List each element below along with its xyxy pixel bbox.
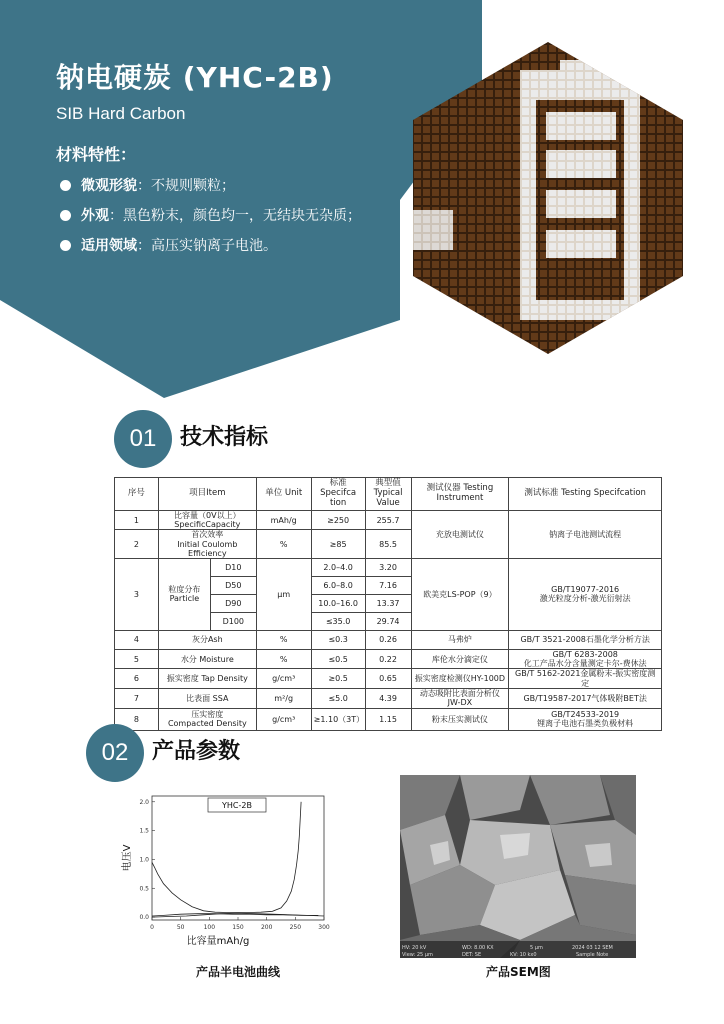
standard-line: GB/T19077-2016 (551, 585, 620, 595)
table-row (115, 630, 662, 649)
cell-unit: m²/g (256, 688, 311, 708)
y-tick-label: 1.5 (139, 827, 149, 835)
cell-no: 6 (115, 669, 159, 688)
plot-frame (152, 796, 324, 920)
cell-spec: 2.0–4.0 (311, 558, 365, 576)
cell-standard (509, 558, 662, 630)
feature-text: ：黑色粉末，颜色均一，无结块无杂质； (109, 208, 361, 224)
cell-item: 灰分Ash (158, 630, 256, 649)
cell-item: 水分 Moisture (158, 649, 256, 668)
section-title: 产品参数 (152, 739, 241, 764)
cell-item (158, 511, 256, 530)
feature-item (60, 204, 361, 234)
cell-unit: mAh/g (256, 511, 311, 530)
item-en: Compacted Density (167, 719, 247, 729)
x-tick-label: 100 (203, 924, 216, 931)
cell-item (158, 558, 210, 630)
cell-spec: ≥1.10（3T） (311, 708, 365, 730)
standard-line: 化工产品水分含量测定卡尔-费休法 (523, 659, 647, 669)
table-row (115, 511, 662, 530)
cell-spec: ≥85 (311, 530, 365, 559)
y-tick-label: 2.0 (139, 798, 149, 806)
features-heading: 材料特性： (56, 145, 137, 164)
sem-image (400, 775, 636, 958)
item-cn: 首次效率 (191, 530, 224, 540)
table-row (115, 708, 662, 730)
col-header-item: 项目Item (158, 478, 256, 511)
sem-info-text: HV: 20 kV (402, 945, 427, 951)
series-line (152, 802, 301, 913)
y-tick-label: 0.5 (139, 885, 149, 893)
cell-instrument: 马弗炉 (411, 630, 509, 649)
series-line (152, 913, 324, 917)
cell-subitem: D90 (210, 594, 256, 612)
x-tick-label: 50 (176, 924, 185, 931)
y-axis-label: 电压V (122, 844, 133, 872)
cell-instrument: 充放电测试仪 (411, 511, 509, 559)
legend-label: YHC-2B (222, 801, 252, 810)
bullet-icon (60, 180, 71, 191)
bullet-icon (60, 210, 71, 221)
col-header-standard: 测试标准 Testing Specifcation (509, 478, 662, 511)
col-header-unit: 单位 Unit (256, 478, 311, 511)
cell-spec: ≤0.3 (311, 630, 365, 649)
spec-table (114, 477, 662, 731)
sem-info-text: 2024 03 12 SEM (572, 945, 613, 951)
cell-no: 3 (115, 558, 159, 630)
col-header-typical: 典型值 Typical Value (365, 478, 411, 511)
cell-no: 5 (115, 649, 159, 668)
standard-line: GB/T24533-2019 (551, 710, 620, 719)
cell-item: 振实密度 Tap Density (158, 669, 256, 688)
bullet-icon (60, 240, 71, 251)
cell-no: 7 (115, 688, 159, 708)
x-tick-label: 150 (232, 924, 244, 931)
feature-label: 微观形貌 (81, 178, 137, 194)
features-list (60, 174, 361, 264)
cell-unit: g/cm³ (256, 708, 311, 730)
half-cell-chart (118, 778, 336, 948)
item-en: Particle (169, 594, 200, 604)
x-tick-label: 200 (260, 924, 273, 931)
standard-line: 激光粒度分析-激光衍射法 (539, 594, 631, 604)
cell-spec: ≤5.0 (311, 688, 365, 708)
sem-picture (400, 775, 636, 958)
cell-typical: 255.7 (365, 511, 411, 530)
cell-standard: 钠离子电池测试流程 (509, 511, 662, 559)
feature-label: 适用领域 (81, 238, 137, 254)
cell-typical: 3.20 (365, 558, 411, 576)
sem-info-text: View: 25 μm (402, 952, 433, 958)
section-number: 02 (86, 724, 144, 782)
item-en: Initial Coulomb Efficiency (177, 539, 238, 558)
cell-spec: ≥250 (311, 511, 365, 530)
cell-subitem: D100 (210, 612, 256, 630)
cell-item (158, 708, 256, 730)
cell-unit: g/cm³ (256, 669, 311, 688)
cell-typical: 29.74 (365, 612, 411, 630)
cell-typical: 0.22 (365, 649, 411, 668)
chart-caption: 产品半电池曲线 (196, 965, 281, 979)
cell-spec: ≤0.5 (311, 649, 365, 668)
cell-typical: 85.5 (365, 530, 411, 559)
table-row (115, 649, 662, 668)
col-header-no: 序号 (115, 478, 159, 511)
cell-standard (509, 649, 662, 668)
table-header-row (115, 478, 662, 511)
cell-no: 2 (115, 530, 159, 559)
section-title: 技术指标 (180, 425, 269, 450)
sem-info-text: DET: SE (462, 952, 482, 958)
feature-text: ：不规则颗粒； (137, 178, 235, 194)
cell-typical: 13.37 (365, 594, 411, 612)
cell-spec: 6.0–8.0 (311, 576, 365, 594)
feature-label: 外观 (81, 208, 109, 224)
sem-caption: 产品SEM图 (486, 965, 551, 979)
x-axis-label: 比容量mAh/g (186, 936, 250, 947)
cell-subitem: D10 (210, 558, 256, 576)
cell-standard: GB/T 3521-2008石墨化学分析方法 (509, 630, 662, 649)
feature-item (60, 174, 361, 204)
cell-standard: GB/T19587-2017气体吸附BET法 (509, 688, 662, 708)
standard-line: GB/T 6283-2008 (552, 649, 618, 659)
cell-no: 4 (115, 630, 159, 649)
cell-unit: % (256, 530, 311, 559)
table-row (115, 558, 662, 576)
sem-info-text: KV: 10 kx0 (510, 952, 537, 958)
cell-spec: 10.0–16.0 (311, 594, 365, 612)
cell-unit: μm (256, 558, 311, 630)
cell-item (158, 530, 256, 559)
cell-item: 比表面 SSA (158, 688, 256, 708)
cell-standard: GB/T 5162-2021金属粉末-振实密度测定 (509, 669, 662, 688)
item-cn: 粒度分布 (168, 585, 201, 595)
item-cn: 比容量（0V以上） (174, 511, 241, 520)
cell-typical: 4.39 (365, 688, 411, 708)
x-tick-label: 0 (150, 924, 154, 931)
sem-info-text: 5 μm (530, 945, 543, 951)
sem-info-text: Sample Note (576, 952, 609, 958)
cell-subitem: D50 (210, 576, 256, 594)
cell-instrument: 粉末压实测试仪 (411, 708, 509, 730)
product-title: 钠电硬炭 (YHC-2B) (56, 61, 334, 94)
cell-typical: 1.15 (365, 708, 411, 730)
feature-item (60, 234, 361, 264)
product-subtitle: SIB Hard Carbon (56, 104, 186, 123)
cell-no: 1 (115, 511, 159, 530)
y-tick-label: 0.0 (139, 914, 149, 922)
x-tick-label: 300 (318, 924, 330, 931)
cell-no: 8 (115, 708, 159, 730)
table-row (115, 669, 662, 688)
col-header-instrument: 测试仪器 Testing Instrument (411, 478, 509, 511)
standard-line: 锂离子电池石墨类负极材料 (537, 719, 634, 729)
cell-instrument: 库伦水分滴定仪 (411, 649, 509, 668)
y-tick-label: 1.0 (139, 856, 149, 864)
item-cn: 压实密度 (191, 710, 224, 719)
sem-info-text: WD: 8.00 KX (462, 945, 494, 951)
feature-text: ：高压实钠离子电池。 (137, 238, 277, 254)
cell-spec: ≥0.5 (311, 669, 365, 688)
chart-svg (118, 778, 336, 948)
cell-unit: % (256, 649, 311, 668)
hero-banner (0, 0, 724, 400)
col-header-spec: 标准 Specifca tion (311, 478, 365, 511)
cell-spec: ≤35.0 (311, 612, 365, 630)
cell-instrument: 振实密度检测仪HY-100D (411, 669, 509, 688)
cell-standard (509, 708, 662, 730)
cell-instrument: 欧美克LS-POP（9） (411, 558, 509, 630)
item-en: SpecificCapacity (174, 520, 241, 530)
table-row (115, 688, 662, 708)
cell-typical: 0.65 (365, 669, 411, 688)
cell-unit: % (256, 630, 311, 649)
cell-instrument: 动态吸附比表面分析仪JW-DX (411, 688, 509, 708)
cell-typical: 0.26 (365, 630, 411, 649)
section-number: 01 (114, 410, 172, 468)
x-tick-label: 250 (289, 924, 302, 931)
cell-typical: 7.16 (365, 576, 411, 594)
